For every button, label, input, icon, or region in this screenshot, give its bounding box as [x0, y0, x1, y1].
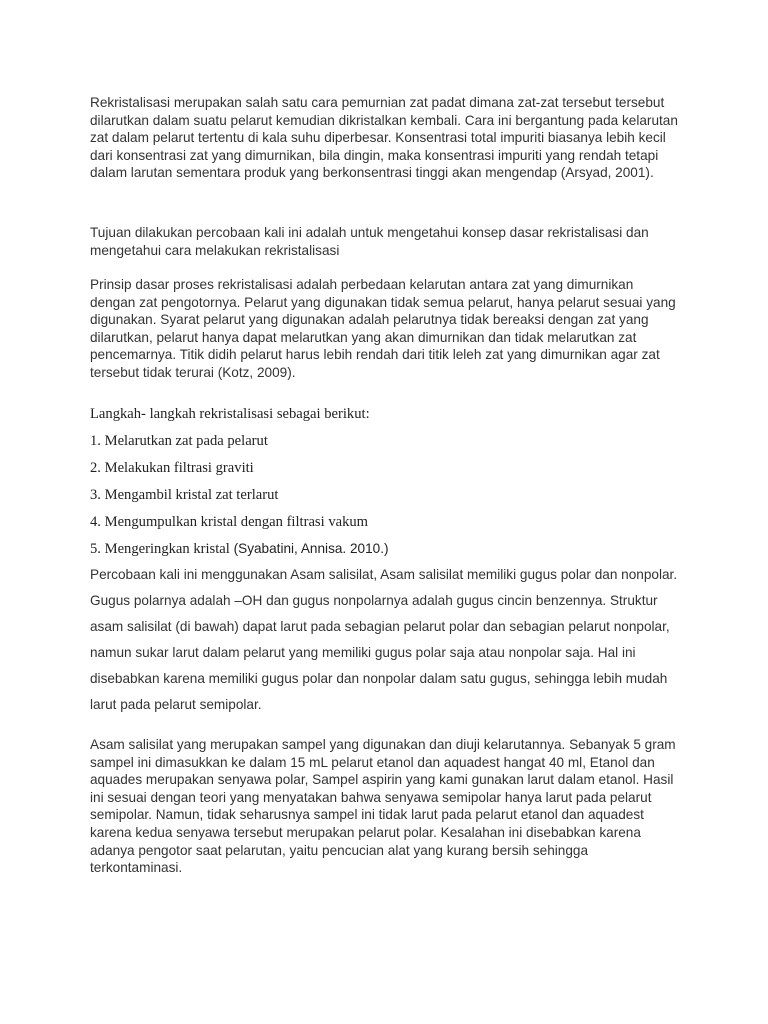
- step-item: 1. Melarutkan zat pada pelarut: [90, 433, 268, 449]
- paragraph-objective: Tujuan dilakukan percobaan kali ini adalah untuk mengetahui konsep dasar rekristalisasi dan mengetahui cara melakukan rekristalisasi: [90, 225, 649, 258]
- step-item: [90, 540, 680, 558]
- paragraph-solubility-results: Asam salisilat yang merupakan sampel yang digunakan dan diuji kelarutannya. Sebanyak 5 gram sampel ini dimasukkan ke dalam 15 mL pelarut etanol dan aquadest hangat 40 ml, Etanol dan aquades merupakan senyawa polar, Sampel aspirin yang kami gunakan larut dalam etanol. Hasil ini sesuai dengan teori yang menyatakan bahwa senyawa semipolar hanya larut pada pelarut semipolar. Namun, tidak seharusnya sampel ini tidak larut pada pelarut etanol dan aquadest karena kedua senyawa tersebut merupakan pelarut polar. Kesalahan ini disebabkan karena adanya pengotor saat pelarutan, yaitu pencucian alat yang kurang bersih sehingga terkontaminasi.: [90, 737, 676, 876]
- step-item: 3. Mengambil kristal zat terlarut: [90, 487, 279, 503]
- step-text: 5. Mengeringkan kristal: [90, 541, 230, 557]
- steps-heading: Langkah- langkah rekristalisasi sebagai berikut:: [90, 406, 370, 422]
- step-citation: (Syabatini, Annisa. 2010.): [229, 541, 389, 556]
- step-item: 4. Mengumpulkan kristal dengan filtrasi vakum: [90, 514, 369, 530]
- paragraph-principle: Prinsip dasar proses rekristalisasi adalah perbedaan kelarutan antara zat yang dimurnikan dengan zat pengotornya. Pelarut yang digunakan tidak semua pelarut, hanya pelarut sesuai yang digunakan. Syarat pelarut yang digunakan adalah pelarutnya tidak bereaksi dengan zat yang dilarutkan, pelarut hanya dapat melarutkan yang akan dimurnikan dan tidak melarutkan zat pencemarnya. Titik didih pelarut harus lebih rendah dari titik leleh zat yang dimurnikan agar zat tersebut tidak terurai (Kotz, 2009).: [90, 277, 676, 380]
- paragraph-salicylic-acid: Percobaan kali ini menggunakan Asam salisilat, Asam salisilat memiliki gugus polar dan nonpolar. Gugus polarnya adalah –OH dan gugus nonpolarnya adalah gugus cincin benzennya. Struktur asam salisilat (di bawah) dapat larut pada sebagian pelarut polar dan sebagian pelarut nonpolar, namun sukar larut dalam pelarut yang memiliki gugus polar saja atau nonpolar saja. Hal ini disebabkan karena memiliki gugus polar dan nonpolar dalam satu gugus, sehingga lebih mudah larut pada pelarut semipolar.: [90, 567, 678, 712]
- step-item: 2. Melakukan filtrasi graviti: [90, 460, 254, 476]
- paragraph-recrystallization-definition: Rekristalisasi merupakan salah satu cara pemurnian zat padat dimana zat-zat tersebut tersebut dilarutkan dalam suatu pelarut kemudian dikristalkan kembali. Cara ini bergantung pada kelarutan zat dalam pelarut tertentu di kala suhu diperbesar. Konsentrasi total impuriti biasanya lebih kecil dari konsentrasi zat yang dimurnikan, bila dingin, maka konsentrasi impuriti yang rendah tetapi dalam larutan sementara produk yang berkonsentrasi tinggi akan mengendap (Arsyad, 2001).: [90, 95, 678, 181]
